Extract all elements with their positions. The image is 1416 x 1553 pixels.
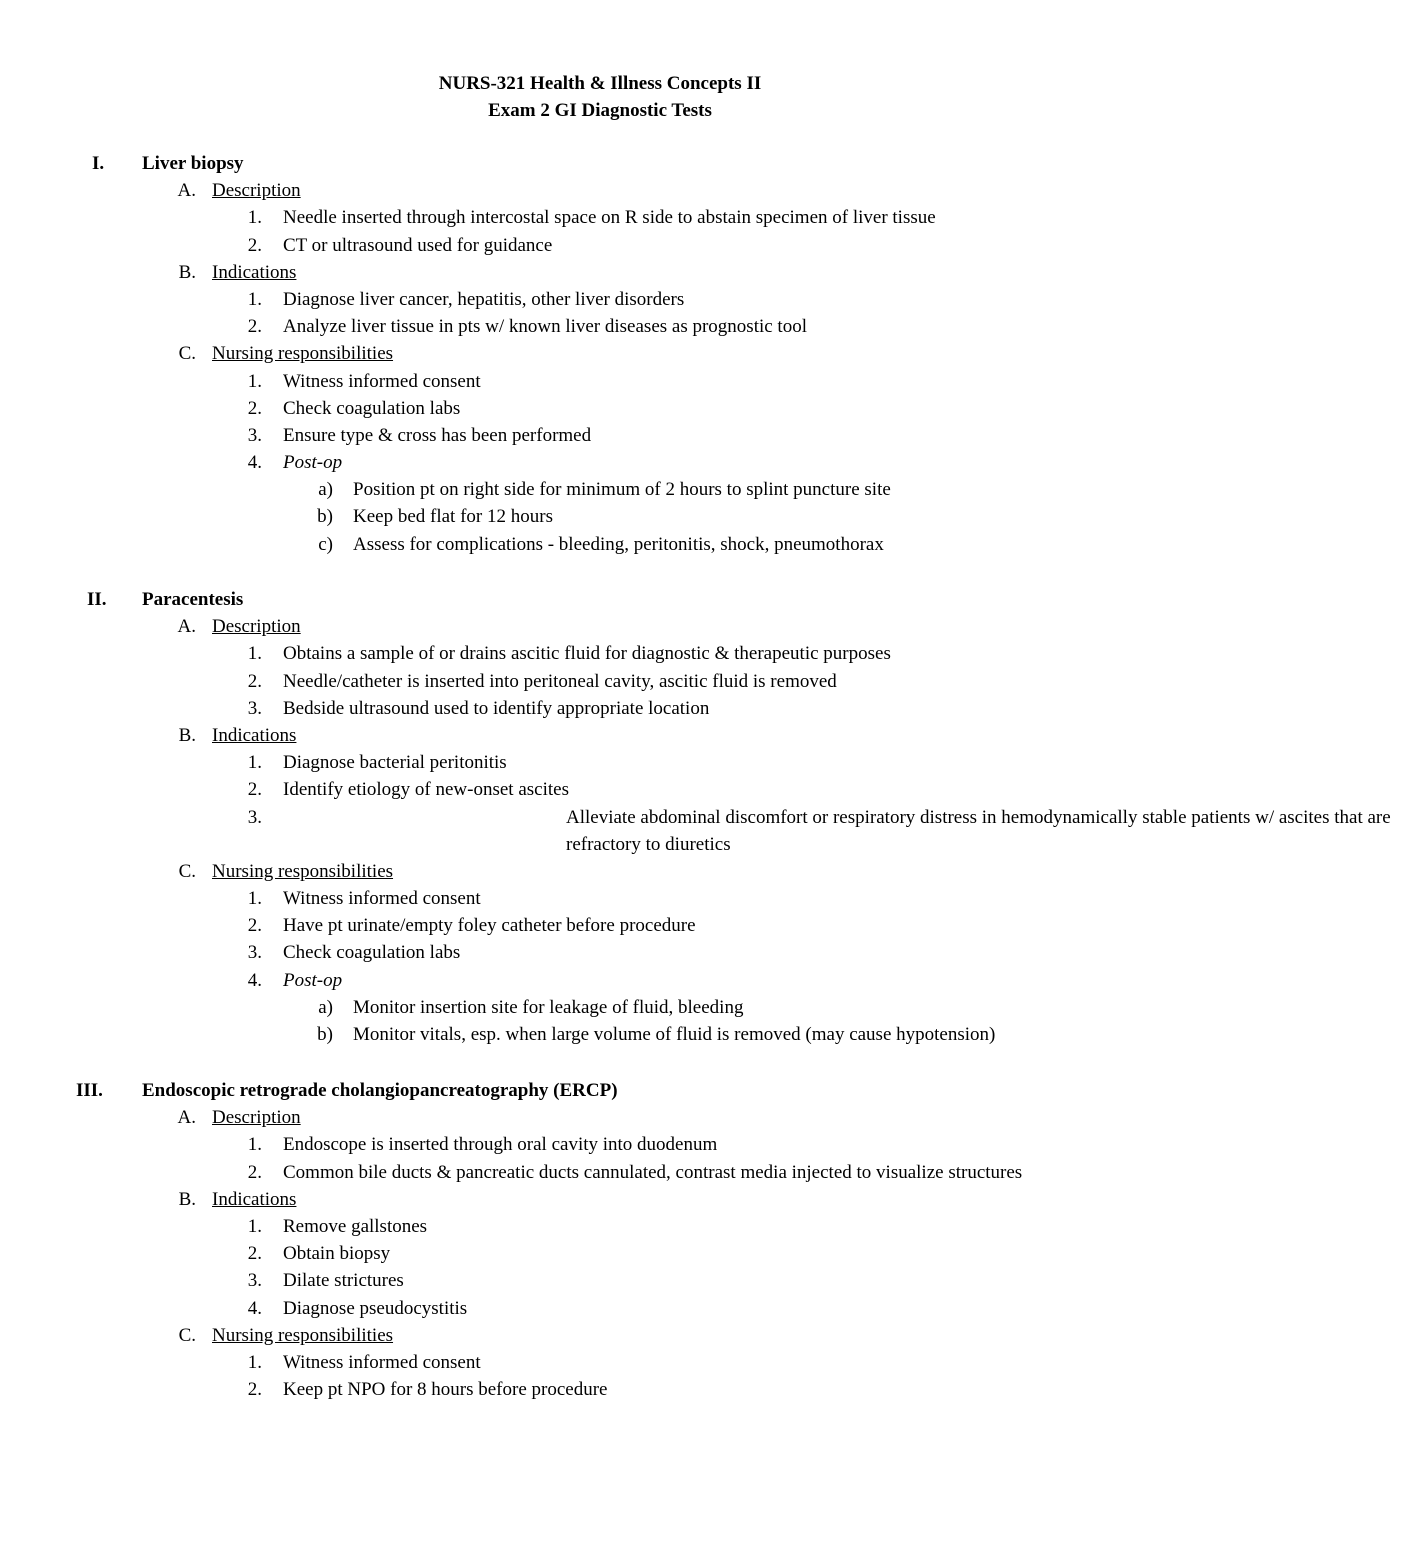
sub-list-item: Assess for complications - bleeding, peritonitis, shock, pneumothorax [353,533,884,555]
subsection-label: Nursing responsibilities [212,343,394,365]
subsection-letter: B. [178,261,196,283]
list-item: Witness informed consent [283,1351,481,1373]
subsection-label: Indications [212,1188,297,1210]
section-numeral: II. [87,589,107,610]
section-liver-biopsy [0,150,1200,558]
subsection-letter: A. [177,180,196,202]
item-number: 1. [247,1351,262,1373]
item-number: 1. [247,288,262,310]
list-item: Check coagulation labs [283,397,461,419]
subsection-label: Description [212,180,301,202]
list-item: Analyze liver tissue in pts w/ known liver diseases as prognostic tool [283,316,807,338]
item-number: 2. [247,779,262,801]
item-number: 2. [247,316,262,338]
item-number: 1. [247,1215,262,1237]
list-item: Dilate strictures [283,1270,404,1292]
item-number: 3. [247,424,262,446]
item-number: 2. [247,915,262,937]
list-item: Common bile ducts & pancreatic ducts cannulated, contrast media injected to visualize structures [283,1161,1023,1183]
section-heading: Liver biopsy [142,153,244,174]
item-number: 3. [247,942,262,964]
subsection-letter: B. [178,1188,196,1210]
subitem-letter: a) [318,479,333,501]
list-item: Endoscope is inserted through oral cavity into duodenum [283,1134,718,1156]
subsection-letter: A. [177,1107,196,1129]
subsection-letter: A. [177,616,196,638]
section-numeral: III. [76,1080,103,1101]
list-item: Diagnose liver cancer, hepatitis, other liver disorders [283,288,685,310]
subsection-letter: C. [178,860,196,882]
list-item: Obtain biopsy [283,1243,391,1265]
list-item: Identify etiology of new-onset ascites [283,779,569,801]
item-number: 3. [247,697,262,719]
section-paracentesis [0,586,1391,1048]
list-item: Needle inserted through intercostal space on R side to abstain specimen of liver tissue [283,207,936,229]
list-item: Ensure type & cross has been performed [283,424,592,446]
list-item: Diagnose pseudocystitis [283,1297,468,1319]
subsection-label: Nursing responsibilities [212,1324,394,1346]
sub-list-item: Keep bed flat for 12 hours [353,506,553,528]
item-number: 2. [247,234,262,256]
subitem-letter: b) [317,1024,333,1046]
item-number: 1. [247,207,262,229]
subsection-letter: B. [178,724,196,746]
subsection-label: Description [212,616,301,638]
list-item: Bedside ultrasound used to identify appropriate location [283,697,710,719]
subitem-letter: a) [318,996,333,1018]
item-number: 4. [247,969,262,991]
item-number: 4. [247,452,262,474]
item-number: 2. [247,397,262,419]
list-item-post-op: Post-op [283,452,343,474]
list-item-post-op: Post-op [283,969,343,991]
subitem-letter: b) [317,506,333,528]
list-item: Alleviate abdominal discomfort or respiratory distress in hemodynamically stable patients w/ ascites that are refractory to diuretics [566,806,1391,855]
title-line-2: Exam 2 GI Diagnostic Tests [488,100,712,121]
item-number: 1. [247,1134,262,1156]
item-number: 2. [247,1243,262,1265]
sub-list-item: Position pt on right side for minimum of 2 hours to splint puncture site [353,479,891,501]
subsection-label: Nursing responsibilities [212,860,394,882]
list-item: Check coagulation labs [283,942,461,964]
list-item: Remove gallstones [283,1215,428,1237]
section-numeral: I. [92,153,105,174]
subsection-label: Description [212,1107,301,1129]
item-number: 1. [247,370,262,392]
sub-list-item: Monitor insertion site for leakage of fluid, bleeding [353,996,744,1018]
subsection-letter: C. [178,343,196,365]
item-number: 1. [247,888,262,910]
list-item: Have pt urinate/empty foley catheter before procedure [283,915,696,937]
list-item: Diagnose bacterial peritonitis [283,752,507,774]
section-ercp [0,1077,1200,1403]
item-number: 2. [247,1161,262,1183]
subsection-letter: C. [178,1324,196,1346]
list-item: Witness informed consent [283,370,481,392]
item-number: 1. [247,752,262,774]
item-number: 2. [247,670,262,692]
document-title [0,70,1200,124]
item-number: 3. [247,1270,262,1292]
sub-list-item: Monitor vitals, esp. when large volume of fluid is removed (may cause hypotension) [353,1024,996,1046]
title-line-1: NURS-321 Health & Illness Concepts II [438,73,762,94]
list-item: CT or ultrasound used for guidance [283,234,553,256]
item-number: 3. [247,806,262,828]
item-number: 2. [247,1379,262,1401]
item-number: 1. [247,643,262,665]
list-item: Obtains a sample of or drains ascitic fluid for diagnostic & therapeutic purposes [283,643,891,665]
subsection-label: Indications [212,724,297,746]
section-heading: Paracentesis [142,589,244,610]
section-heading: Endoscopic retrograde cholangiopancreatography (ERCP) [142,1080,618,1101]
subitem-letter: c) [318,533,333,555]
subsection-label: Indications [212,261,297,283]
list-item: Needle/catheter is inserted into peritoneal cavity, ascitic fluid is removed [283,670,837,692]
list-item: Witness informed consent [283,888,481,910]
item-number: 4. [247,1297,262,1319]
list-item: Keep pt NPO for 8 hours before procedure [283,1379,608,1401]
